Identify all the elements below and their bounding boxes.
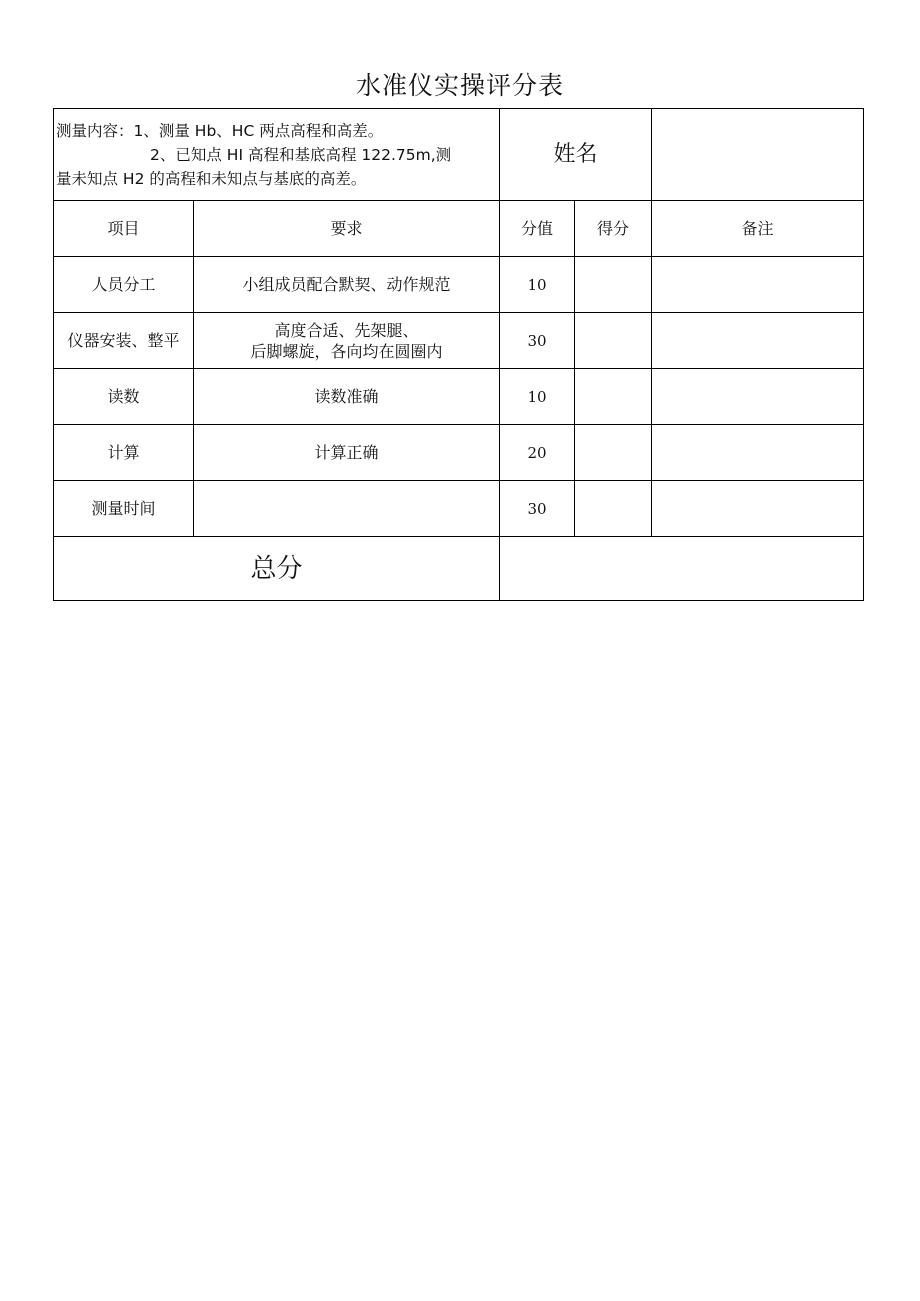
column-header-remarks: 备注 [652,201,864,257]
total-row [54,537,864,601]
measurement-content-cell [54,109,500,201]
table-row [54,257,864,313]
row-remarks-field[interactable] [652,257,864,313]
row-item: 仪器安装、整平 [54,313,194,369]
column-header-item: 项目 [54,201,194,257]
row-points: 30 [500,481,575,537]
row-remarks-field[interactable] [652,425,864,481]
row-remarks-field[interactable] [652,369,864,425]
row-remarks-field[interactable] [652,313,864,369]
content-line-2: 2、已知点 HI 高程和基底高程 122.75m,测 [150,146,452,164]
row-points: 20 [500,425,575,481]
column-header-points: 分值 [500,201,575,257]
content-line-1: 测量内容：1、测量 Hb、HC 两点高程和高差。 [56,122,384,140]
page-title: 水准仪实操评分表 [355,71,564,100]
row-item: 计算 [54,425,194,481]
row-requirement-line-1: 高度合适、先架腿、 [274,320,419,340]
table-row [54,313,864,369]
row-score-field[interactable] [575,369,652,425]
row-requirement: 读数准确 [194,369,500,425]
row-score-field[interactable] [575,257,652,313]
column-header-row [54,201,864,257]
row-points: 30 [500,313,575,369]
row-requirement [194,313,500,369]
row-points: 10 [500,369,575,425]
score-table [53,108,864,601]
column-header-requirement: 要求 [194,201,500,257]
row-item: 读数 [54,369,194,425]
row-score-field[interactable] [575,481,652,537]
table-row [54,369,864,425]
row-item: 测量时间 [54,481,194,537]
row-points: 10 [500,257,575,313]
table-row [54,425,864,481]
name-label: 姓名 [500,109,652,201]
row-requirement: 计算正确 [194,425,500,481]
content-line-3: 量未知点 H2 的高程和未知点与基底的高差。 [56,170,367,188]
row-remarks-field[interactable] [652,481,864,537]
total-label: 总分 [54,537,500,601]
row-item: 人员分工 [54,257,194,313]
table-row [54,481,864,537]
row-score-field[interactable] [575,313,652,369]
total-value-field[interactable] [500,537,864,601]
column-header-score: 得分 [575,201,652,257]
row-requirement: 小组成员配合默契、动作规范 [194,257,500,313]
header-row [54,109,864,201]
row-requirement [194,481,500,537]
row-requirement-line-2: 后脚螺旋，各向均在圆圈内 [250,341,443,361]
row-score-field[interactable] [575,425,652,481]
name-value-field[interactable] [652,109,864,201]
